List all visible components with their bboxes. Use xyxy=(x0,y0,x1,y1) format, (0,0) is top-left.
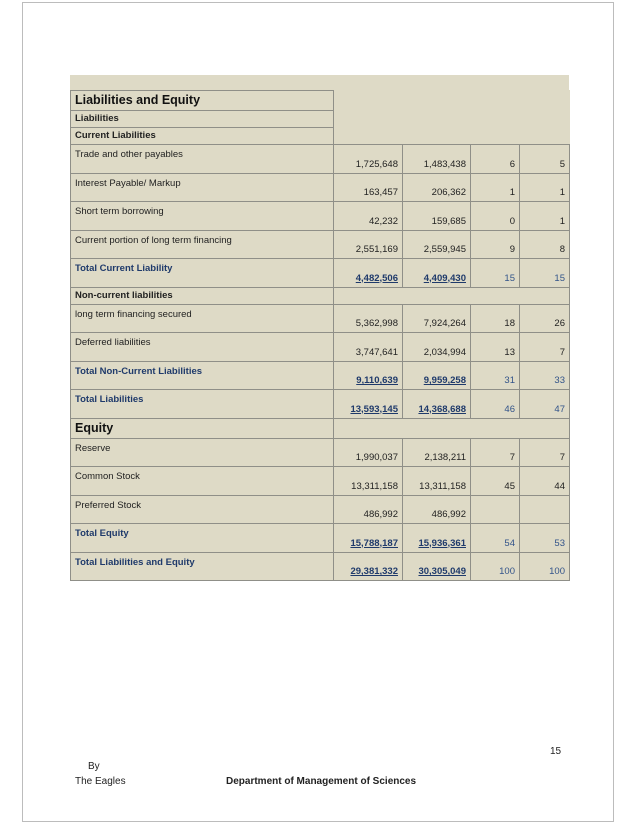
row-label: Total Equity xyxy=(71,524,334,553)
liabilities-heading xyxy=(71,111,570,128)
current-liabilities-heading xyxy=(71,128,570,145)
empty-cell xyxy=(334,418,570,438)
percent-year2: 44 xyxy=(520,467,570,496)
total-row xyxy=(71,524,570,553)
empty-cell xyxy=(334,128,570,145)
equity-heading-label: Equity xyxy=(71,418,334,438)
percent-year1 xyxy=(471,495,520,524)
percent-year1: 13 xyxy=(471,333,520,362)
amount-year2: 1,483,438 xyxy=(403,145,471,174)
table-row xyxy=(71,333,570,362)
page-number: 15 xyxy=(550,746,562,757)
amount-year1: 15,788,187 xyxy=(334,524,403,553)
percent-year2: 53 xyxy=(520,524,570,553)
percent-year2: 7 xyxy=(520,333,570,362)
section-title xyxy=(71,91,570,111)
amount-year2: 14,368,688 xyxy=(403,390,471,419)
table-row xyxy=(71,145,570,174)
row-label: Deferred liabilities xyxy=(71,333,334,362)
amount-year1: 5,362,998 xyxy=(334,304,403,333)
row-label: long term financing secured xyxy=(71,304,334,333)
total-row xyxy=(71,259,570,288)
amount-year1: 163,457 xyxy=(334,173,403,202)
amount-year2: 4,409,430 xyxy=(403,259,471,288)
percent-year1: 15 xyxy=(471,259,520,288)
amount-year1: 1,725,648 xyxy=(334,145,403,174)
equity-heading xyxy=(71,418,570,438)
table-top-band xyxy=(70,75,569,90)
total-row xyxy=(71,361,570,390)
percent-year1: 9 xyxy=(471,230,520,259)
amount-year2: 15,936,361 xyxy=(403,524,471,553)
total-row xyxy=(71,552,570,581)
percent-year1: 54 xyxy=(471,524,520,553)
percent-year2: 100 xyxy=(520,552,570,581)
amount-year1: 42,232 xyxy=(334,202,403,231)
empty-cell xyxy=(334,287,570,304)
percent-year1: 7 xyxy=(471,438,520,467)
percent-year2 xyxy=(520,495,570,524)
section-title-label: Liabilities and Equity xyxy=(71,91,334,111)
percent-year2: 5 xyxy=(520,145,570,174)
noncurrent-liabilities-heading xyxy=(71,287,570,304)
noncurrent-liabilities-heading-label: Non-current liabilities xyxy=(71,287,334,304)
amount-year1: 1,990,037 xyxy=(334,438,403,467)
footer-author: The Eagles xyxy=(75,776,126,787)
amount-year1: 486,992 xyxy=(334,495,403,524)
table-row xyxy=(71,438,570,467)
amount-year2: 2,034,994 xyxy=(403,333,471,362)
table-row xyxy=(71,495,570,524)
amount-year2: 13,311,158 xyxy=(403,467,471,496)
empty-cell xyxy=(334,91,570,111)
total-row xyxy=(71,390,570,419)
row-label: Interest Payable/ Markup xyxy=(71,173,334,202)
percent-year2: 1 xyxy=(520,173,570,202)
current-liabilities-heading-label: Current Liabilities xyxy=(71,128,334,145)
row-label: Total Liabilities and Equity xyxy=(71,552,334,581)
amount-year2: 486,992 xyxy=(403,495,471,524)
balance-sheet-table xyxy=(70,90,570,581)
amount-year2: 30,305,049 xyxy=(403,552,471,581)
table-row xyxy=(71,202,570,231)
amount-year1: 13,311,158 xyxy=(334,467,403,496)
table-row xyxy=(71,467,570,496)
amount-year1: 9,110,639 xyxy=(334,361,403,390)
amount-year2: 159,685 xyxy=(403,202,471,231)
amount-year2: 7,924,264 xyxy=(403,304,471,333)
amount-year2: 2,559,945 xyxy=(403,230,471,259)
percent-year2: 7 xyxy=(520,438,570,467)
percent-year1: 0 xyxy=(471,202,520,231)
amount-year1: 29,381,332 xyxy=(334,552,403,581)
percent-year1: 1 xyxy=(471,173,520,202)
amount-year1: 2,551,169 xyxy=(334,230,403,259)
percent-year1: 31 xyxy=(471,361,520,390)
percent-year2: 33 xyxy=(520,361,570,390)
percent-year2: 1 xyxy=(520,202,570,231)
percent-year2: 15 xyxy=(520,259,570,288)
row-label: Total Non-Current Liabilities xyxy=(71,361,334,390)
footer-by: By xyxy=(88,761,100,772)
liabilities-heading-label: Liabilities xyxy=(71,111,334,128)
table-row xyxy=(71,304,570,333)
row-label: Total Current Liability xyxy=(71,259,334,288)
row-label: Short term borrowing xyxy=(71,202,334,231)
amount-year2: 206,362 xyxy=(403,173,471,202)
row-label: Current portion of long term financing xyxy=(71,230,334,259)
footer-department: Department of Management of Sciences xyxy=(226,776,417,787)
table-row xyxy=(71,173,570,202)
percent-year2: 47 xyxy=(520,390,570,419)
row-label: Total Liabilities xyxy=(71,390,334,419)
amount-year1: 3,747,641 xyxy=(334,333,403,362)
row-label: Common Stock xyxy=(71,467,334,496)
amount-year2: 9,959,258 xyxy=(403,361,471,390)
amount-year1: 4,482,506 xyxy=(334,259,403,288)
row-label: Preferred Stock xyxy=(71,495,334,524)
percent-year1: 45 xyxy=(471,467,520,496)
table-row xyxy=(71,230,570,259)
row-label: Trade and other payables xyxy=(71,145,334,174)
empty-cell xyxy=(334,111,570,128)
percent-year1: 46 xyxy=(471,390,520,419)
row-label: Reserve xyxy=(71,438,334,467)
percent-year2: 26 xyxy=(520,304,570,333)
amount-year1: 13,593,145 xyxy=(334,390,403,419)
percent-year2: 8 xyxy=(520,230,570,259)
percent-year1: 18 xyxy=(471,304,520,333)
percent-year1: 6 xyxy=(471,145,520,174)
percent-year1: 100 xyxy=(471,552,520,581)
amount-year2: 2,138,211 xyxy=(403,438,471,467)
